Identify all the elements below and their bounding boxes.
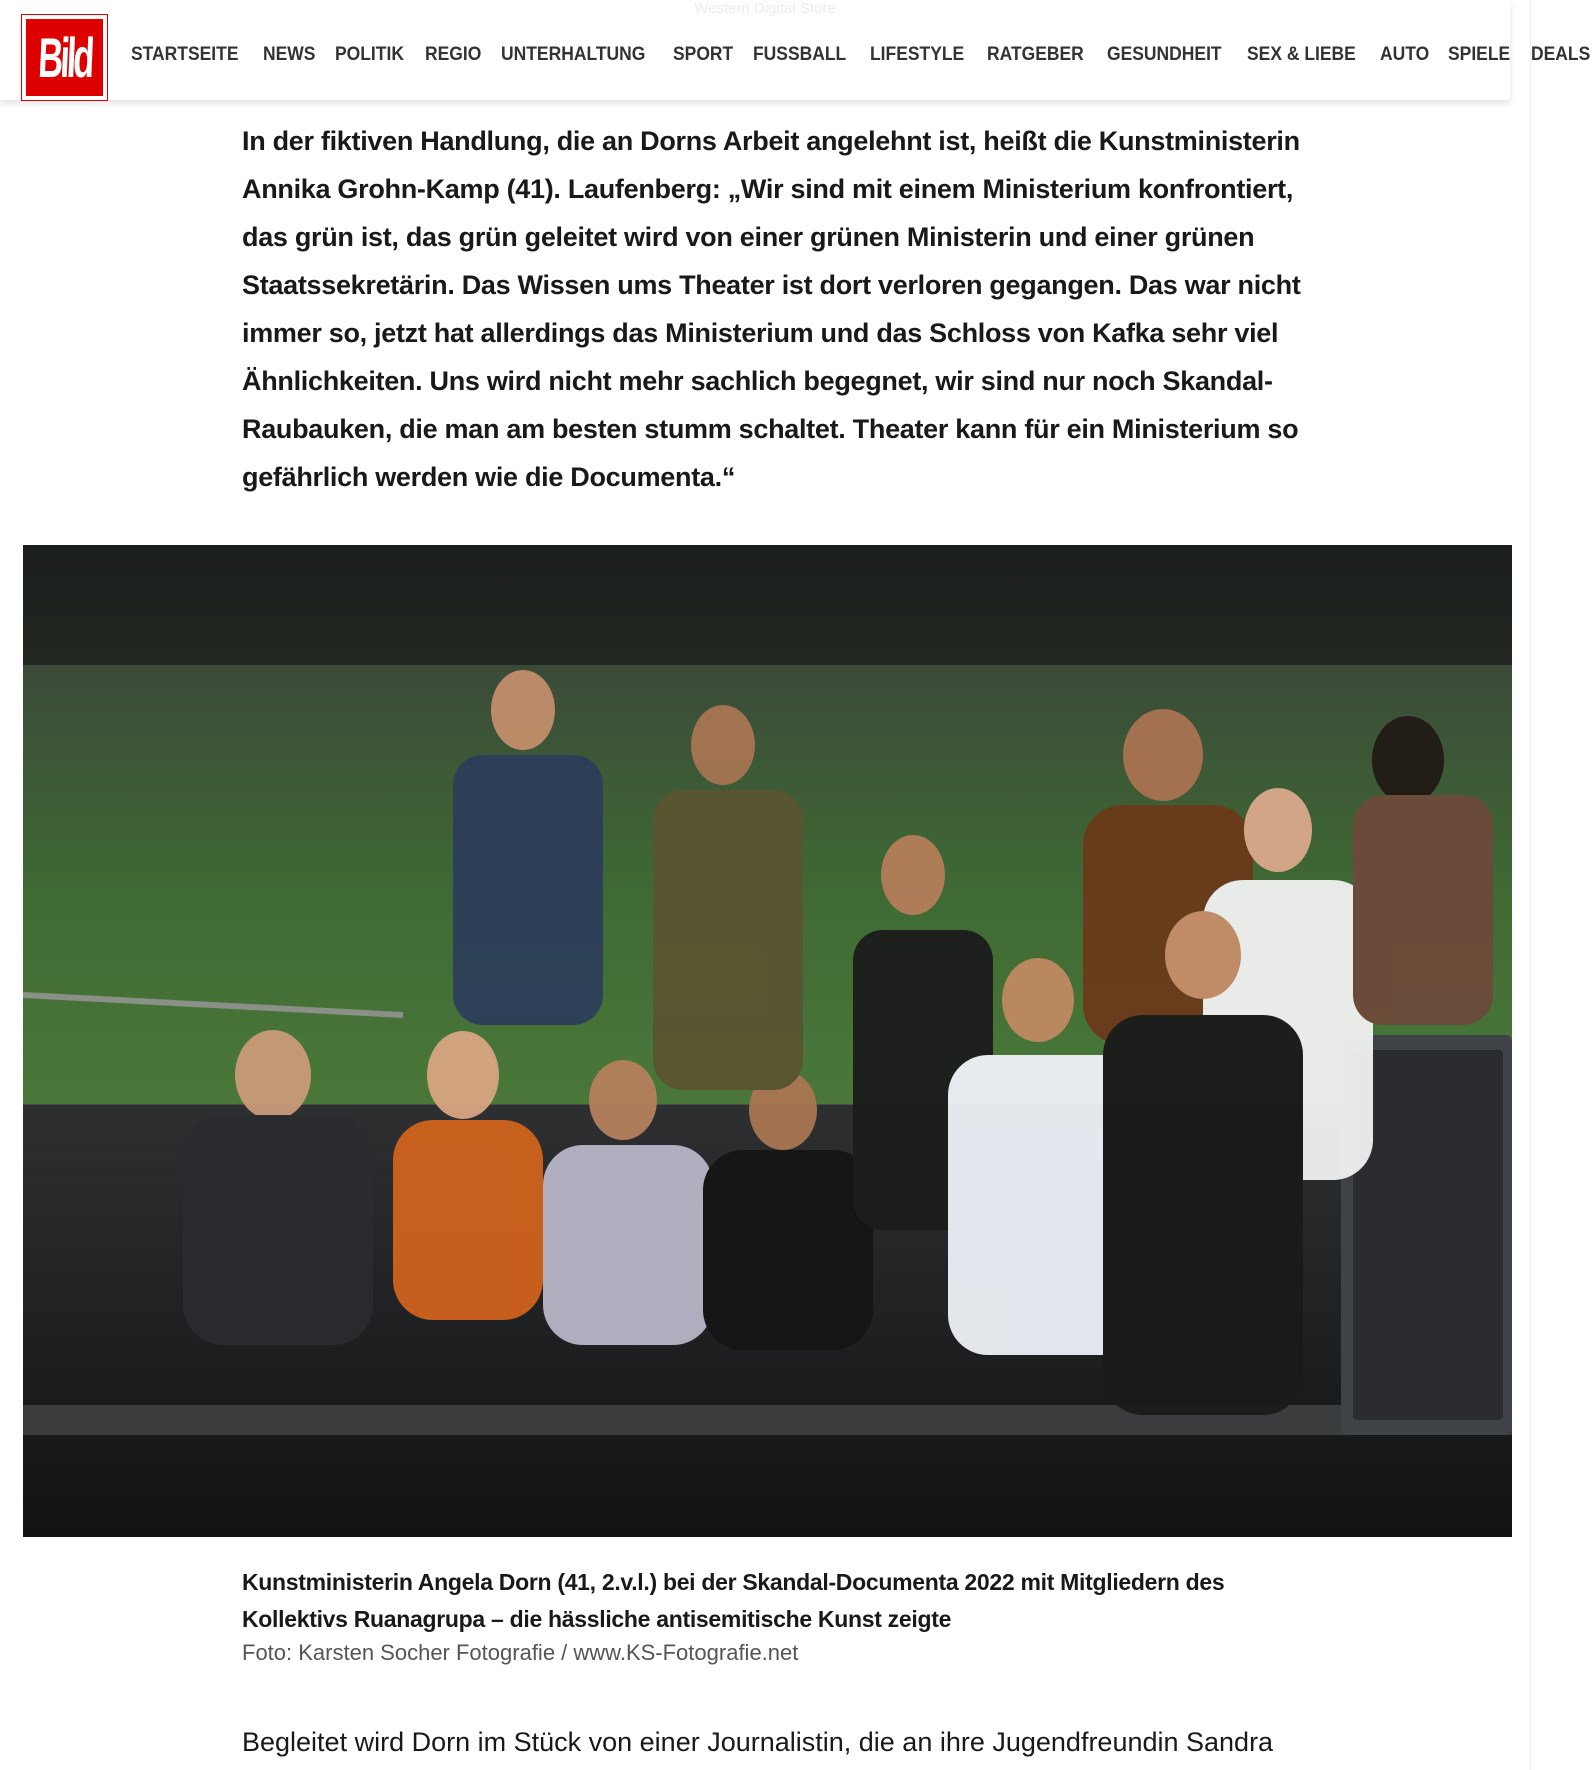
nav-item-spiele[interactable]: SPIELE [1448, 44, 1511, 65]
nav-item-auto[interactable]: AUTO [1380, 44, 1430, 65]
site-header [0, 0, 1591, 100]
nav-item-news[interactable]: NEWS [262, 44, 316, 65]
nav-item-ratgeber[interactable]: RATGEBER [987, 44, 1084, 65]
page-scroll-edge [1530, 0, 1552, 1770]
nav-item-deals[interactable]: DEALS [1531, 44, 1591, 65]
bild-logo[interactable] [22, 15, 107, 100]
nav-item-sport[interactable]: SPORT [672, 44, 734, 65]
nav-item-sex-liebe[interactable]: SEX & LIEBE [1246, 44, 1356, 65]
photo-placeholder [23, 545, 1512, 1537]
nav-item-gesundheit[interactable]: GESUNDHEIT [1107, 44, 1222, 65]
ad-label: Western Digital Store [694, 0, 836, 17]
nav-item-fussball[interactable]: FUSSBALL [753, 44, 847, 65]
article-paragraph: In der fiktiven Handlung, die an Dorns Arbeit angelehnt ist, heißt die Kunstministerin Annika Grohn-Kamp (41). Laufenberg: „Wir sind mit einem Ministerium konfrontiert, das grün ist, das grün geleitet wird von einer grünen Ministerin und einer grünen Staatssekretärin. Das Wissen ums Theater ist dort verloren gegangen. Das war nicht immer so, jetzt hat allerdings das Ministerium und das Schloss von Kafka sehr viel Ähnlichkeiten. Uns wird nicht mehr sachlich begegnet, wir sind nur noch Skandal-Raubauken, die man am besten stumm schaltet. Theater kann für ein Ministerium so gefährlich werden wie die Documenta.“ [242, 126, 1301, 492]
nav-item-unterhaltung[interactable]: UNTERHALTUNG [500, 44, 646, 65]
nav-item-regio[interactable]: REGIO [424, 44, 482, 65]
main-navigation [131, 44, 1595, 74]
nav-item-politik[interactable]: POLITIK [334, 44, 404, 65]
logo-text: Bild [36, 25, 93, 89]
nav-item-lifestyle[interactable]: LIFESTYLE [869, 44, 964, 65]
photo-caption: Kunstministerin Angela Dorn (41, 2.v.l.) bei der Skandal-Documenta 2022 mit Mitgliedern des Kollektivs Ruanagrupa – die hässliche antisemitische Kunst zeigte [242, 1569, 1225, 1632]
article-photo[interactable] [23, 545, 1512, 1537]
nav-item-startseite[interactable]: STARTSEITE [131, 44, 239, 65]
photo-credit: Foto: Karsten Socher Fotografie / www.KS-Fotografie.net [242, 1640, 799, 1665]
article-next-paragraph: Begleitet wird Dorn im Stück von einer Journalistin, die an ihre Jugendfreundin Sandra [242, 1727, 1274, 1757]
